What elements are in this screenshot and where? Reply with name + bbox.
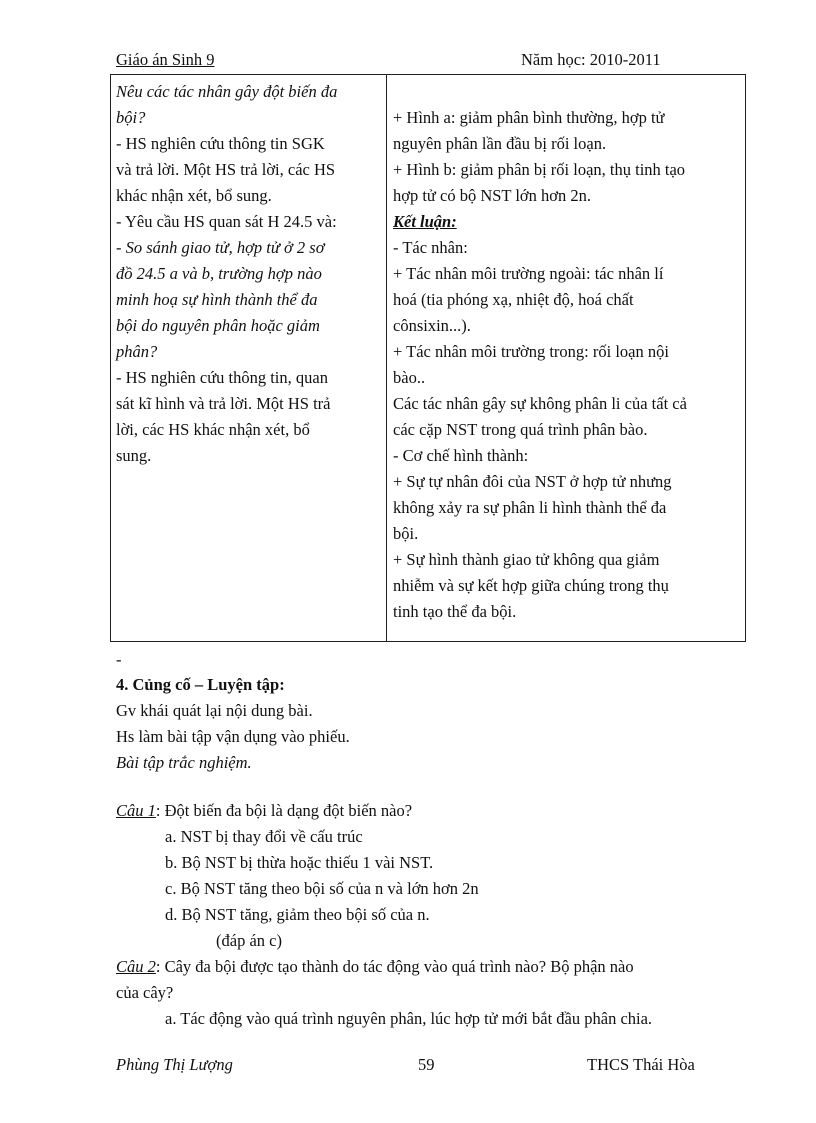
question-1-label: Câu 1 bbox=[116, 801, 156, 820]
left-column-line: phân? bbox=[116, 342, 158, 361]
q2-option-a: a. Tác động vào quá trình nguyên phân, lúc hợp tử mới bắt đầu phân chia. bbox=[165, 1009, 653, 1028]
left-column-line: bội do nguyên phân hoặc giảm bbox=[116, 316, 320, 335]
right-column-line: + Tác nhân môi trường trong: rối loạn nội bbox=[393, 342, 669, 361]
footer-school: THCS Thái Hòa bbox=[587, 1055, 695, 1074]
left-column-line: đồ 24.5 a và b, trường hợp nào bbox=[116, 264, 322, 283]
right-column-line: nhiễm và sự kết hợp giữa chúng trong thụ bbox=[393, 576, 669, 595]
left-column-line: - HS nghiên cứu thông tin SGK bbox=[116, 134, 325, 153]
right-column-line: - Tác nhân: bbox=[393, 238, 468, 257]
section-title: 4. Củng cố – Luyện tập: bbox=[116, 675, 285, 694]
quiz-heading: Bài tập trắc nghiệm. bbox=[116, 753, 252, 772]
q1-option-c: c. Bộ NST tăng theo bội số của n và lớn hơn 2n bbox=[165, 879, 479, 898]
header-subject: Giáo án Sinh 9 bbox=[116, 50, 215, 69]
column-divider bbox=[386, 75, 387, 641]
q1-answer: (đáp án c) bbox=[216, 931, 282, 950]
teacher-student-activities-column bbox=[116, 79, 380, 469]
right-column-line: + Tác nhân môi trường ngoài: tác nhân lí bbox=[393, 264, 664, 283]
left-column-line: và trả lời. Một HS trả lời, các HS bbox=[116, 160, 336, 179]
question-2-label: Câu 2 bbox=[116, 957, 156, 976]
question-1-text: : Đột biến đa bội là dạng đột biến nào? bbox=[155, 801, 413, 820]
consolidation-line-2: Hs làm bài tập vận dụng vào phiếu. bbox=[116, 727, 350, 746]
right-column-line: Các tác nhân gây sự không phân li của tất cả bbox=[393, 394, 687, 413]
consolidation-section bbox=[116, 648, 746, 1032]
spacer bbox=[116, 776, 746, 798]
left-column-line: sát kĩ hình và trả lời. Một HS trả bbox=[116, 394, 331, 413]
right-column-line: hợp tử có bộ NST lớn hơn 2n. bbox=[393, 186, 591, 205]
q1-option-b: b. Bộ NST bị thừa hoặc thiếu 1 vài NST. bbox=[165, 853, 434, 872]
right-column-line: tinh tạo thể đa bội. bbox=[393, 602, 517, 621]
left-column-line: minh hoạ sự hình thành thể đa bbox=[116, 290, 318, 309]
left-column-line: bội? bbox=[116, 108, 146, 127]
right-column-line: bội. bbox=[393, 524, 419, 543]
left-column-line: lời, các HS khác nhận xét, bổ bbox=[116, 420, 310, 439]
content-column bbox=[393, 105, 739, 625]
header-school-year: Năm học: 2010-2011 bbox=[521, 50, 661, 69]
left-column-line: - HS nghiên cứu thông tin, quan bbox=[116, 368, 328, 387]
right-column-line: + Sự hình thành giao tử không qua giảm bbox=[393, 550, 660, 569]
left-column-line: - Yêu cầu HS quan sát H 24.5 và: bbox=[116, 212, 337, 231]
right-column-line: cônsixin...). bbox=[393, 316, 471, 335]
left-column-line: khác nhận xét, bổ sung. bbox=[116, 186, 272, 205]
right-column-line: + Sự tự nhân đôi của NST ở hợp tử nhưng bbox=[393, 472, 672, 491]
right-column-line: Kết luận: bbox=[393, 212, 457, 231]
page-header bbox=[116, 50, 676, 72]
q1-option-a: a. NST bị thay đổi về cấu trúc bbox=[165, 827, 363, 846]
right-column-line: nguyên phân lần đầu bị rối loạn. bbox=[393, 134, 607, 153]
footer-author: Phùng Thị Lượng bbox=[116, 1055, 233, 1074]
right-column-line: + Hình b: giảm phân bị rối loạn, thụ tinh tạo bbox=[393, 160, 686, 179]
q1-option-d: d. Bộ NST tăng, giảm theo bội số của n. bbox=[165, 905, 430, 924]
question-2 bbox=[116, 954, 746, 980]
page-number: 59 bbox=[418, 1055, 435, 1074]
right-column-line: bào.. bbox=[393, 368, 426, 387]
question-2-text-cont: của cây? bbox=[116, 983, 174, 1002]
right-column-line: - Cơ chế hình thành: bbox=[393, 446, 529, 465]
page-footer bbox=[116, 1055, 716, 1077]
right-column-line: không xảy ra sự phân li hình thành thể đa bbox=[393, 498, 667, 517]
right-column-line: hoá (tia phóng xạ, nhiệt độ, hoá chất bbox=[393, 290, 634, 309]
left-column-line: - So sánh giao tử, hợp tử ở 2 sơ bbox=[116, 238, 325, 257]
question-1 bbox=[116, 798, 746, 824]
left-column-line: sung. bbox=[116, 446, 152, 465]
question-2-text: : Cây đa bội được tạo thành do tác động vào quá trình nào? Bộ phận nào bbox=[155, 957, 634, 976]
dash-mark: - bbox=[116, 650, 122, 669]
lesson-table bbox=[110, 74, 746, 642]
right-column-line: + Hình a: giảm phân bình thường, hợp tử bbox=[393, 108, 665, 127]
consolidation-line-1: Gv khái quát lại nội dung bài. bbox=[116, 701, 313, 720]
right-column-line: các cặp NST trong quá trình phân bào. bbox=[393, 420, 648, 439]
left-column-line: Nêu các tác nhân gây đột biến đa bbox=[116, 82, 338, 101]
